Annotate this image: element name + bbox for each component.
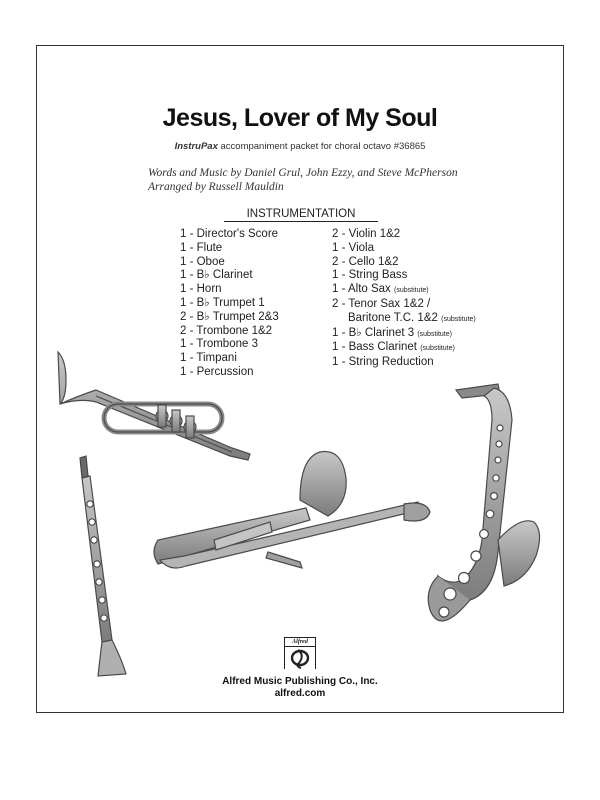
trombone-icon (154, 452, 430, 568)
publisher-website: alfred.com (274, 688, 326, 699)
instrumentation-heading: INSTRUMENTATION (224, 208, 378, 222)
substitute-note: (substitute) (394, 287, 429, 295)
instrument-part-label: 1 - Director's Score (180, 228, 279, 240)
substitute-note: (substitute) (417, 330, 452, 338)
instrupax-brand: InstruPax (174, 141, 218, 152)
composers-line: Words and Music by Daniel Grul, John Ezzy, and Steve McPherson (148, 167, 458, 179)
instrument-part-label: 2 - Violin 1&2 (332, 228, 401, 240)
instrument-part-label: 1 - Bass Clarinet (332, 341, 418, 354)
instrument-part-label: 1 - Timpani (180, 352, 237, 365)
instrument-part-label: 2 - Cello 1&2 (332, 255, 399, 268)
instrument-part-label: Baritone T.C. 1&2 (332, 311, 438, 324)
alfred-logo-wordmark: Alfred (285, 638, 315, 647)
instrument-part-label: 1 - String Bass (332, 269, 408, 282)
trumpet-icon (58, 352, 250, 460)
alfred-logo (284, 637, 316, 669)
subtitle-text: accompaniment packet for choral octavo #36865 (217, 141, 426, 152)
instrument-part-label: 1 - B♭ Trumpet 1 (180, 296, 265, 309)
instrument-part-label: 1 - Percussion (180, 365, 254, 378)
instrument-part-label: 1 - Horn (180, 283, 222, 296)
publisher-block (0, 676, 600, 700)
publisher-name: Alfred Music Publishing Co., Inc. (222, 676, 378, 687)
saxophone-icon (428, 384, 539, 621)
instrument-part-label: 1 - Alto Sax (332, 283, 391, 296)
instrument-part-label: 1 - String Reduction (332, 356, 434, 369)
arranger-line: Arranged by Russell Mauldin (148, 181, 284, 193)
instrument-part-label: 1 - B♭ Clarinet (180, 269, 253, 282)
instrument-part-label: 1 - Trombone 3 (180, 338, 258, 351)
instrument-part-label: 2 - Trombone 1&2 (180, 324, 273, 337)
page-title: Jesus, Lover of My Soul (162, 104, 438, 132)
substitute-note: (substitute) (441, 315, 476, 323)
instrument-part-label: 1 - B♭ Clarinet 3 (332, 326, 415, 339)
instrument-part-label: 2 - Tenor Sax 1&2 / (332, 297, 431, 310)
treble-clef-icon (285, 647, 315, 669)
clarinet-icon (80, 456, 126, 676)
instrument-part-label: 1 - Flute (180, 241, 223, 254)
substitute-note: (substitute) (420, 345, 455, 353)
instrument-part-label: 1 - Oboe (180, 255, 225, 268)
instrument-part-label: 2 - B♭ Trumpet 2&3 (180, 310, 279, 323)
instrument-part-label: 1 - Viola (332, 241, 374, 254)
